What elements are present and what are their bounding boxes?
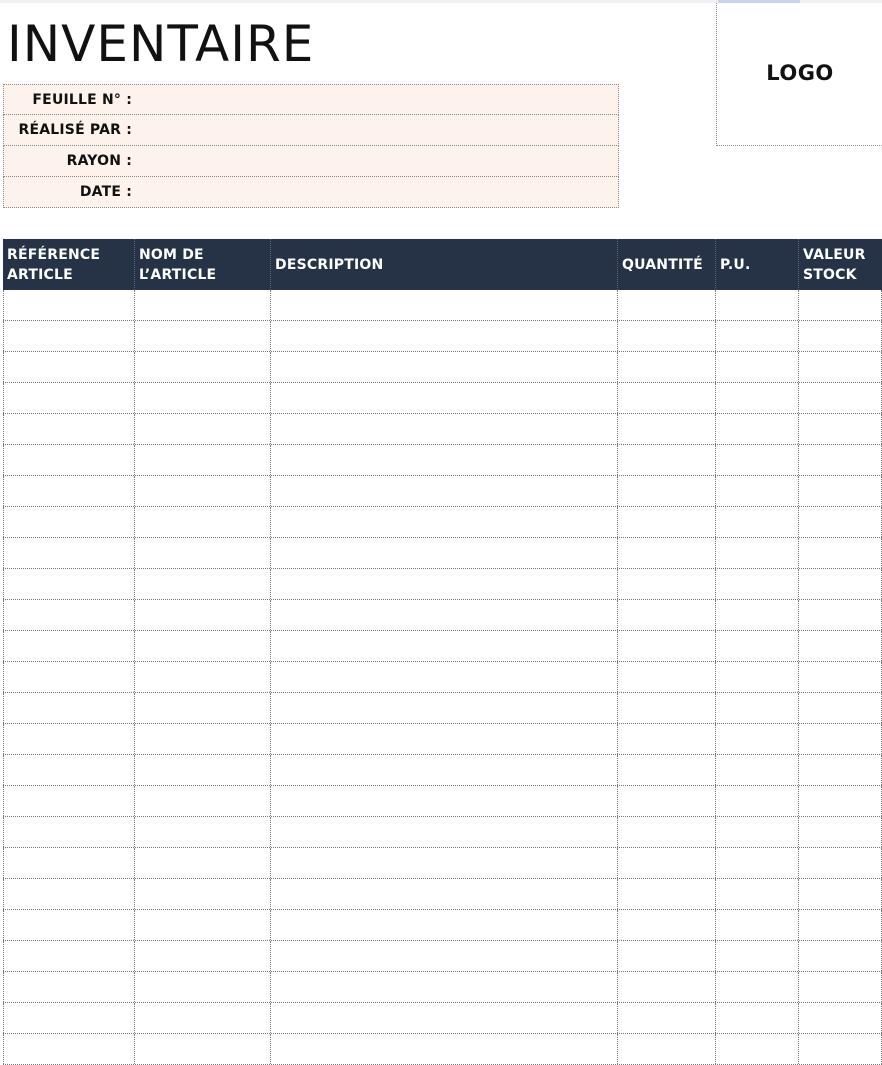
table-cell[interactable]	[716, 352, 799, 382]
table-cell[interactable]	[135, 352, 271, 382]
column-header-stock-value[interactable]	[799, 239, 882, 290]
table-cell[interactable]	[3, 817, 135, 847]
table-cell[interactable]	[799, 445, 882, 475]
table-cell[interactable]	[799, 600, 882, 630]
table-cell[interactable]	[135, 879, 271, 909]
table-cell[interactable]	[618, 476, 716, 506]
table-cell[interactable]	[3, 941, 135, 971]
table-cell[interactable]	[618, 941, 716, 971]
table-cell[interactable]	[716, 879, 799, 909]
table-cell[interactable]	[3, 383, 135, 413]
table-cell[interactable]	[799, 848, 882, 878]
table-cell[interactable]	[135, 507, 271, 537]
table-cell[interactable]	[799, 755, 882, 785]
table-cell[interactable]	[271, 445, 618, 475]
info-label: DATE :	[79, 184, 132, 200]
table-cell[interactable]	[716, 724, 799, 754]
table-cell[interactable]	[271, 600, 618, 630]
table-cell[interactable]	[135, 755, 271, 785]
table-cell[interactable]	[799, 476, 882, 506]
table-cell[interactable]	[618, 538, 716, 568]
info-value-field[interactable]	[132, 115, 618, 145]
info-row-done-by	[3, 115, 619, 146]
table-cell[interactable]	[618, 569, 716, 599]
table-cell[interactable]	[3, 662, 135, 692]
table-cell[interactable]	[618, 879, 716, 909]
table-cell[interactable]	[271, 507, 618, 537]
table-cell[interactable]	[799, 352, 882, 382]
table-cell[interactable]	[618, 445, 716, 475]
table-cell[interactable]	[135, 786, 271, 816]
table-row	[3, 1003, 882, 1034]
table-cell[interactable]	[271, 414, 618, 444]
table-cell[interactable]	[135, 724, 271, 754]
info-row-department	[3, 146, 619, 177]
table-cell[interactable]	[3, 693, 135, 723]
table-cell[interactable]	[271, 631, 618, 661]
table-cell[interactable]	[271, 724, 618, 754]
table-cell[interactable]	[716, 910, 799, 940]
table-header	[3, 239, 882, 290]
page-title: INVENTAIRE	[7, 15, 315, 73]
table-cell[interactable]	[618, 693, 716, 723]
table-cell[interactable]	[716, 321, 799, 351]
table-cell[interactable]	[3, 600, 135, 630]
table-cell[interactable]	[135, 1003, 271, 1033]
header-line: VALEUR	[803, 246, 866, 263]
table-cell[interactable]	[271, 879, 618, 909]
table-cell[interactable]	[3, 476, 135, 506]
table-cell[interactable]	[271, 910, 618, 940]
header-line: L’ARTICLE	[139, 266, 217, 283]
table-cell[interactable]	[135, 414, 271, 444]
table-cell[interactable]	[135, 910, 271, 940]
table-cell[interactable]	[135, 1034, 271, 1064]
table-cell[interactable]	[135, 290, 271, 320]
table-cell[interactable]	[618, 631, 716, 661]
table-cell[interactable]	[618, 290, 716, 320]
table-cell[interactable]	[716, 507, 799, 537]
table-cell[interactable]	[3, 1034, 135, 1064]
table-cell[interactable]	[618, 755, 716, 785]
table-row	[3, 383, 882, 414]
table-cell[interactable]	[271, 352, 618, 382]
table-cell[interactable]	[135, 848, 271, 878]
table-cell[interactable]	[716, 786, 799, 816]
header-line: STOCK	[803, 266, 857, 283]
table-row	[3, 290, 882, 321]
table-cell[interactable]	[799, 1003, 882, 1033]
table-cell[interactable]	[618, 786, 716, 816]
table-cell[interactable]	[799, 414, 882, 444]
table-cell[interactable]	[271, 569, 618, 599]
table-cell[interactable]	[618, 1003, 716, 1033]
table-cell[interactable]	[716, 693, 799, 723]
header-line: DESCRIPTION	[275, 256, 384, 273]
table-cell[interactable]	[271, 290, 618, 320]
table-cell[interactable]	[135, 662, 271, 692]
table-cell[interactable]	[271, 817, 618, 847]
table-cell[interactable]	[135, 972, 271, 1002]
table-row	[3, 445, 882, 476]
table-cell[interactable]	[271, 662, 618, 692]
table-cell[interactable]	[716, 1034, 799, 1064]
header-line: ARTICLE	[7, 266, 73, 283]
table-body	[3, 290, 882, 1065]
table-cell[interactable]	[799, 538, 882, 568]
table-cell[interactable]	[135, 569, 271, 599]
table-cell[interactable]	[618, 1034, 716, 1064]
table-cell[interactable]	[799, 1034, 882, 1064]
info-fields	[3, 84, 619, 208]
table-cell[interactable]	[618, 352, 716, 382]
table-cell[interactable]	[135, 693, 271, 723]
table-cell[interactable]	[618, 507, 716, 537]
table-cell[interactable]	[716, 817, 799, 847]
info-label: FEUILLE N° :	[32, 91, 132, 108]
logo-text: LOGO	[766, 61, 834, 85]
table-cell[interactable]	[716, 476, 799, 506]
header-line: RÉFÉRENCE	[7, 246, 101, 263]
column-header-name[interactable]	[135, 239, 271, 290]
table-cell[interactable]	[271, 972, 618, 1002]
table-cell[interactable]	[135, 383, 271, 413]
table-cell[interactable]	[716, 445, 799, 475]
table-cell[interactable]	[3, 879, 135, 909]
table-cell[interactable]	[271, 941, 618, 971]
logo-placeholder[interactable]	[716, 3, 882, 146]
table-row	[3, 755, 882, 786]
table-cell[interactable]	[135, 538, 271, 568]
table-row	[3, 569, 882, 600]
table-cell[interactable]	[716, 848, 799, 878]
table-cell[interactable]	[716, 755, 799, 785]
table-row	[3, 631, 882, 662]
table-cell[interactable]	[135, 817, 271, 847]
info-row-sheet-number	[3, 84, 619, 115]
table-cell[interactable]	[135, 600, 271, 630]
table-cell[interactable]	[799, 879, 882, 909]
table-cell[interactable]	[799, 817, 882, 847]
inventory-table	[3, 239, 882, 1065]
table-cell[interactable]	[3, 414, 135, 444]
table-cell[interactable]	[3, 321, 135, 351]
table-cell[interactable]	[799, 631, 882, 661]
table-cell[interactable]	[799, 693, 882, 723]
header-line: QUANTITÉ	[622, 256, 703, 273]
info-label: RAYON :	[66, 153, 132, 169]
table-row	[3, 476, 882, 507]
table-row	[3, 414, 882, 445]
table-cell[interactable]	[618, 662, 716, 692]
column-header-unit-price[interactable]	[716, 239, 799, 290]
table-cell[interactable]	[799, 941, 882, 971]
column-header-reference[interactable]	[3, 239, 135, 290]
table-cell[interactable]	[799, 662, 882, 692]
table-cell[interactable]	[799, 910, 882, 940]
table-cell[interactable]	[3, 569, 135, 599]
table-cell[interactable]	[618, 972, 716, 1002]
info-label: RÉALISÉ PAR :	[18, 122, 132, 138]
table-cell[interactable]	[135, 476, 271, 506]
table-cell[interactable]	[135, 631, 271, 661]
table-cell[interactable]	[716, 662, 799, 692]
table-cell[interactable]	[716, 290, 799, 320]
table-cell[interactable]	[799, 290, 882, 320]
table-cell[interactable]	[716, 972, 799, 1002]
table-cell[interactable]	[799, 383, 882, 413]
table-cell[interactable]	[618, 910, 716, 940]
table-cell[interactable]	[716, 1003, 799, 1033]
table-cell[interactable]	[799, 569, 882, 599]
table-cell[interactable]	[271, 1003, 618, 1033]
table-cell[interactable]	[3, 972, 135, 1002]
table-cell[interactable]	[271, 786, 618, 816]
table-cell[interactable]	[799, 507, 882, 537]
table-cell[interactable]	[271, 538, 618, 568]
table-row	[3, 1034, 882, 1065]
table-cell[interactable]	[716, 631, 799, 661]
table-cell[interactable]	[3, 755, 135, 785]
table-cell[interactable]	[618, 383, 716, 413]
table-cell[interactable]	[716, 538, 799, 568]
table-cell[interactable]	[3, 507, 135, 537]
table-cell[interactable]	[618, 724, 716, 754]
table-cell[interactable]	[799, 321, 882, 351]
table-cell[interactable]	[716, 383, 799, 413]
info-value-field[interactable]	[132, 85, 618, 114]
table-row	[3, 972, 882, 1003]
table-cell[interactable]	[3, 786, 135, 816]
table-cell[interactable]	[716, 569, 799, 599]
table-cell[interactable]	[3, 724, 135, 754]
table-cell[interactable]	[135, 321, 271, 351]
table-cell[interactable]	[618, 414, 716, 444]
table-cell[interactable]	[716, 414, 799, 444]
table-row	[3, 879, 882, 910]
table-row	[3, 662, 882, 693]
table-cell[interactable]	[799, 724, 882, 754]
table-cell[interactable]	[799, 786, 882, 816]
table-cell[interactable]	[3, 848, 135, 878]
column-header-quantity[interactable]	[618, 239, 716, 290]
table-cell[interactable]	[271, 848, 618, 878]
table-row	[3, 693, 882, 724]
table-row	[3, 600, 882, 631]
table-cell[interactable]	[799, 972, 882, 1002]
table-row	[3, 910, 882, 941]
table-row	[3, 724, 882, 755]
table-cell[interactable]	[271, 476, 618, 506]
table-cell[interactable]	[271, 1034, 618, 1064]
table-cell[interactable]	[3, 910, 135, 940]
column-header-description[interactable]	[271, 239, 618, 290]
table-row	[3, 507, 882, 538]
table-cell[interactable]	[135, 445, 271, 475]
table-row	[3, 352, 882, 383]
table-cell[interactable]	[3, 352, 135, 382]
table-cell[interactable]	[271, 693, 618, 723]
table-cell[interactable]	[3, 290, 135, 320]
table-cell[interactable]	[271, 321, 618, 351]
table-cell[interactable]	[716, 600, 799, 630]
table-cell[interactable]	[135, 941, 271, 971]
table-row	[3, 538, 882, 569]
table-cell[interactable]	[618, 600, 716, 630]
table-cell[interactable]	[271, 383, 618, 413]
header-line: P.U.	[720, 256, 751, 273]
table-cell[interactable]	[618, 817, 716, 847]
table-cell[interactable]	[618, 848, 716, 878]
info-value-field[interactable]	[132, 177, 618, 207]
table-row	[3, 817, 882, 848]
header-line: NOM DE	[139, 246, 204, 263]
table-row	[3, 786, 882, 817]
table-cell[interactable]	[3, 445, 135, 475]
table-row	[3, 941, 882, 972]
info-row-date	[3, 177, 619, 208]
table-cell[interactable]	[3, 538, 135, 568]
info-value-field[interactable]	[132, 146, 618, 176]
table-cell[interactable]	[3, 631, 135, 661]
table-cell[interactable]	[3, 1003, 135, 1033]
table-cell[interactable]	[716, 941, 799, 971]
table-cell[interactable]	[271, 755, 618, 785]
table-row	[3, 848, 882, 879]
table-cell[interactable]	[618, 321, 716, 351]
table-row	[3, 321, 882, 352]
